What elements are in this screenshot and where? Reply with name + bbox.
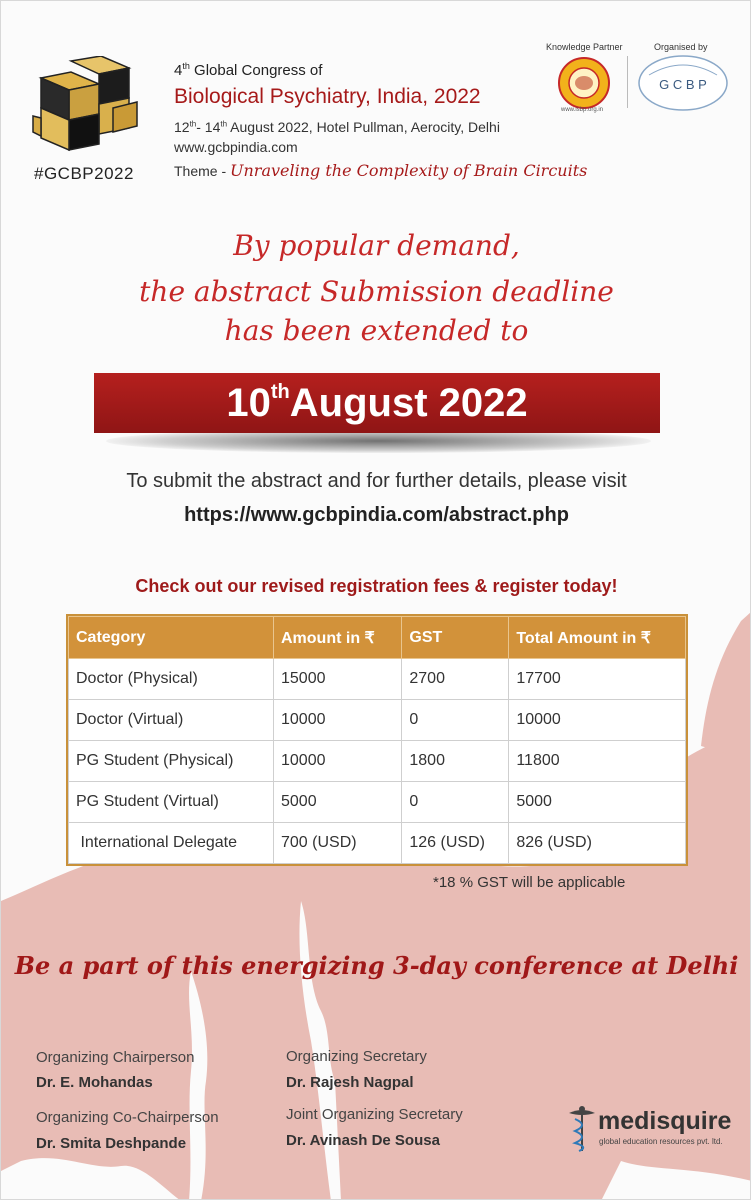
registration-fees-table xyxy=(68,616,686,864)
gcbp-cube-logo xyxy=(31,56,143,156)
gst-note: *18 % GST will be applicable xyxy=(433,874,626,891)
table-cell: 0 xyxy=(402,782,509,823)
congress-dates xyxy=(174,119,500,135)
table-cell: 2700 xyxy=(402,659,509,700)
table-cell: 5000 xyxy=(509,782,686,823)
fees-heading: Check out our revised registration fees & register today! xyxy=(135,576,618,596)
medisquire-logo-text: medisquire xyxy=(598,1107,732,1135)
table-cell: 5000 xyxy=(274,782,402,823)
deadline-day-suffix: th xyxy=(270,381,290,403)
hashtag: #GCBP2022 xyxy=(34,164,134,183)
congress-name: Biological Psychiatry, India, 2022 xyxy=(174,85,481,108)
caduceus-icon xyxy=(567,1105,597,1153)
secretary-name: Dr. Rajesh Nagpal xyxy=(286,1074,414,1091)
tagline: Be a part of this energizing 3-day conference at Delhi xyxy=(14,951,739,980)
deadline-date xyxy=(94,373,660,433)
ordinal-suffix: th xyxy=(182,61,190,71)
organised-by-label: Organised by xyxy=(654,42,708,52)
table-cell: 15000 xyxy=(274,659,402,700)
deadline-month-year: August 2022 xyxy=(289,381,528,425)
partner-divider xyxy=(627,56,628,108)
congress-title xyxy=(174,61,322,79)
chair-role: Organizing Chairperson xyxy=(36,1049,195,1066)
abstract-url-link[interactable]: https://www.gcbpindia.com/abstract.php xyxy=(184,504,569,526)
table-cell: 0 xyxy=(402,700,509,741)
table-cell: 1800 xyxy=(402,741,509,782)
joint-secretary-role: Joint Organizing Secretary xyxy=(286,1106,463,1123)
table-cell: 10000 xyxy=(509,700,686,741)
table-cell: 10000 xyxy=(274,700,402,741)
table-cell: 700 (USD) xyxy=(274,823,402,864)
table-cell: 826 (USD) xyxy=(509,823,686,864)
visit-text: To submit the abstract and for further details, please visit xyxy=(126,470,627,492)
table-cell: Doctor (Virtual) xyxy=(69,700,274,741)
gcbp-organiser-logo xyxy=(637,53,729,113)
congress-ordinal: 4 xyxy=(174,62,183,79)
venue: August 2022, Hotel Pullman, Aerocity, Delhi xyxy=(227,119,500,135)
table-cell: Doctor (Physical) xyxy=(69,659,274,700)
column-header: GST xyxy=(402,617,509,659)
headline-line-3: has been extended to xyxy=(224,314,529,347)
table-cell: PG Student (Physical) xyxy=(69,741,274,782)
table-row xyxy=(69,782,686,823)
table-row xyxy=(69,823,686,864)
column-header: Total Amount in ₹ xyxy=(509,617,686,659)
joint-secretary-name: Dr. Avinash De Sousa xyxy=(286,1132,440,1149)
table-header-row xyxy=(69,617,686,659)
gcbp-badge-text: G C B P xyxy=(659,77,707,92)
table-cell: PG Student (Virtual) xyxy=(69,782,274,823)
column-header: Category xyxy=(69,617,274,659)
theme-row xyxy=(174,161,587,180)
deadline-day: 10 xyxy=(226,381,271,425)
table-cell: 11800 xyxy=(509,741,686,782)
cochair-name: Dr. Smita Deshpande xyxy=(36,1135,187,1152)
knowledge-partner-label: Knowledge Partner xyxy=(546,42,623,52)
date-end: - 14 xyxy=(196,119,221,135)
column-header: Amount in ₹ xyxy=(274,617,402,659)
isbp-seal-logo xyxy=(557,56,611,110)
medisquire-subtitle: global education resources pvt. ltd. xyxy=(599,1137,723,1146)
chair-name: Dr. E. Mohandas xyxy=(36,1074,153,1091)
date-start: 12 xyxy=(174,119,190,135)
date-end-suffix: th xyxy=(220,119,228,129)
theme-text: Unraveling the Complexity of Brain Circuits xyxy=(230,161,588,180)
website-link[interactable]: www.gcbpindia.com xyxy=(174,139,298,155)
headline-line-1: By popular demand, xyxy=(233,229,520,262)
table-row xyxy=(69,659,686,700)
secretary-role: Organizing Secretary xyxy=(286,1048,427,1065)
table-cell: International Delegate xyxy=(69,823,274,864)
table-row xyxy=(69,700,686,741)
theme-label: Theme - xyxy=(174,163,231,179)
table-cell: 17700 xyxy=(509,659,686,700)
isbp-url: www.isbp.org.in xyxy=(561,107,604,113)
cochair-role: Organizing Co-Chairperson xyxy=(36,1109,219,1126)
date-start-suffix: th xyxy=(189,119,197,129)
headline-line-2: the abstract Submission deadline xyxy=(139,275,614,308)
table-cell: 10000 xyxy=(274,741,402,782)
congress-title-text: Global Congress of xyxy=(194,62,323,79)
table-cell: 126 (USD) xyxy=(402,823,509,864)
table-row xyxy=(69,741,686,782)
